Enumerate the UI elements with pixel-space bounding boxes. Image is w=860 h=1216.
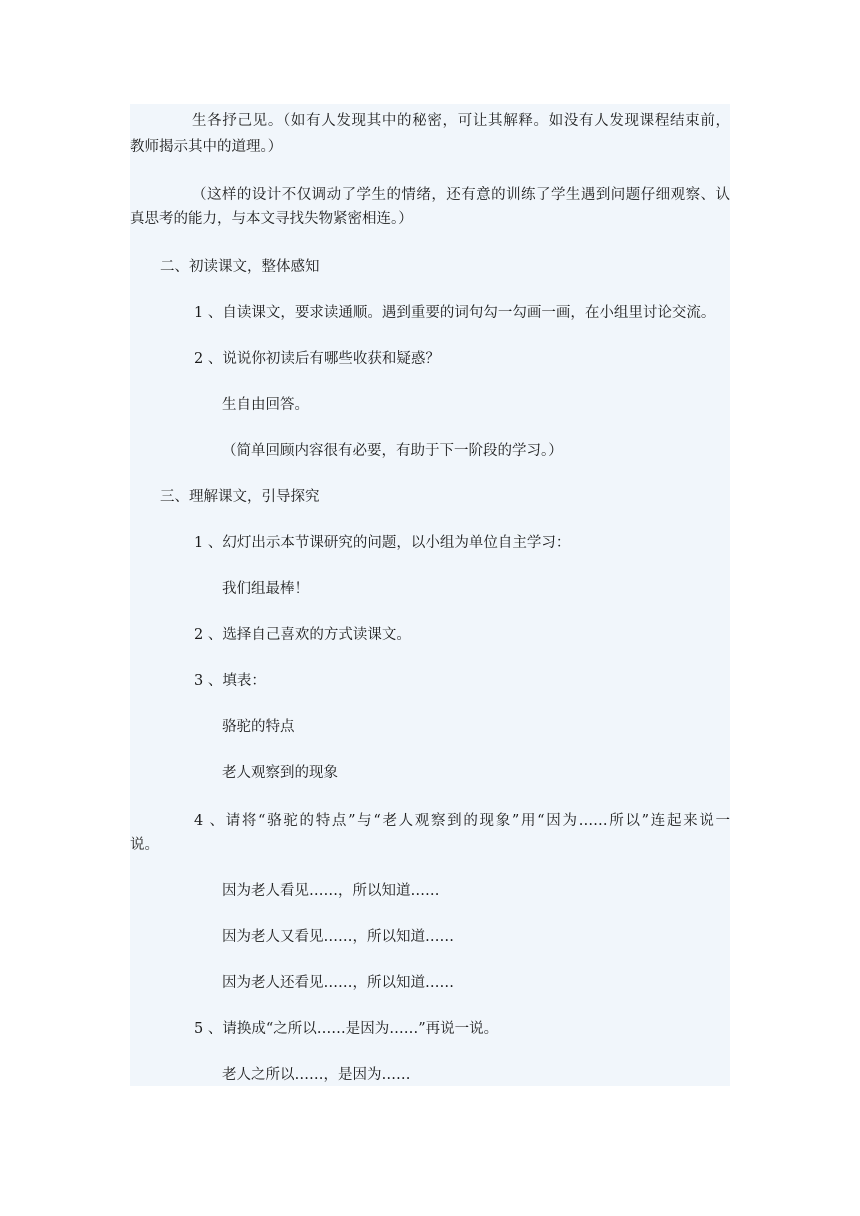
- paragraph-line: （简单回顾内容很有必要，有助于下一阶段的学习。）: [222, 443, 563, 459]
- paragraph-line: 说。: [130, 837, 159, 853]
- paragraph-line: 真思考的能力，与本文寻找失物紧密相连。）: [130, 211, 413, 227]
- list-item: 5 、请换成“之所以……是因为……”再说一说。: [194, 1021, 499, 1037]
- paragraph-line: 老人观察到的现象: [222, 765, 338, 781]
- list-item: 4 、请将“骆驼的特点”与“老人观察到的现象”用“因为……所以”连起来说一: [194, 813, 730, 829]
- list-item: 3 、填表：: [194, 673, 266, 689]
- list-item: 2 、说说你初读后有哪些收获和疑惑？: [194, 351, 440, 367]
- paragraph-line: 老人之所以……，是因为……: [222, 1067, 411, 1083]
- list-item: 1 、幻灯出示本节课研究的问题，以小组为单位自主学习：: [194, 535, 571, 551]
- list-item: 1 、自读课文，要求读通顺。遇到重要的词句勾一勾画一画，在小组里讨论交流。: [194, 305, 716, 321]
- paragraph-line: 教师揭示其中的道理。）: [130, 139, 283, 155]
- paragraph-line: 因为老人又看见……，所以知道……: [222, 929, 454, 945]
- paragraph-line: 生自由回答。: [222, 397, 309, 413]
- document-body: [130, 104, 730, 1086]
- paragraph-line: 因为老人还看见……，所以知道……: [222, 975, 454, 991]
- paragraph-line: （这样的设计不仅调动了学生的情绪，还有意的训练了学生遇到问题仔细观察、认: [192, 187, 730, 203]
- section-heading: 二、初读课文，整体感知: [160, 259, 320, 275]
- paragraph-line: 因为老人看见……，所以知道……: [222, 883, 440, 899]
- paragraph-line: 生各抒己见。（如有人发现其中的秘密，可让其解释。如没有人发现课程结束前，: [192, 113, 730, 129]
- paragraph-line: 骆驼的特点: [222, 719, 295, 735]
- section-heading: 三、理解课文，引导探究: [160, 489, 320, 505]
- paragraph-line: 我们组最棒！: [222, 581, 309, 597]
- list-item: 2 、选择自己喜欢的方式读课文。: [194, 627, 411, 643]
